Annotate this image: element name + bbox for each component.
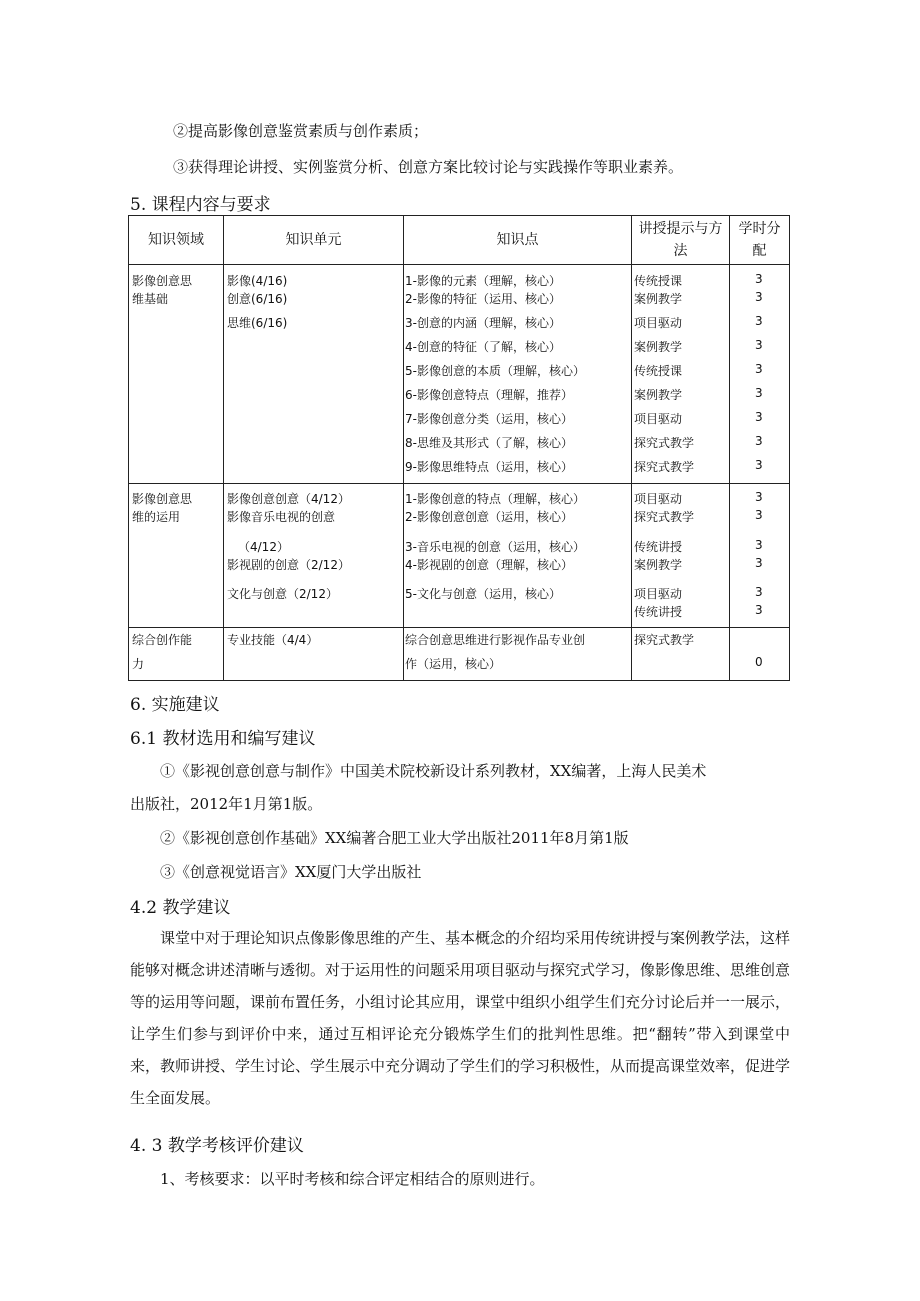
section-6-heading: 6. 实施建议 [130, 695, 220, 715]
teaching-advice-paragraph: 课堂中对于理论知识点像影像思维的产生、基本概念的介绍均采用传统讲授与案例教学法，这样能够对概念讲述清晰与透彻。对于运用性的问题采用项目驱动与探究式学习，像影像思维、思维创意等的运用等问题，课前布置任务，小组讨论其应用，课堂中组织小组学生们充分讨论后并一一展示，让学生们参与到评价中来，通过互相评论充分锻炼学生们的批判性思维。把“翻转”带入到课堂中来，教师讲授、学生讨论、学生展示中充分调动了学生们的学习积极性，从而提高课堂效率，促进学生全面发展。 [130, 929, 791, 1107]
method-text: 探究式教学 [634, 633, 695, 647]
header-methods [632, 216, 730, 265]
section-4-3-heading: 4. 3 教学考核评价建议 [130, 1136, 304, 1156]
table-header-row [129, 216, 790, 265]
objective-item-3: ③获得理论讲授、实例鉴赏分析、创意方案比较讨论与实践操作等职业素养。 [173, 158, 684, 176]
unit-text: 影像音乐电视的创意 [227, 510, 336, 524]
table-row [129, 484, 790, 628]
hours-text: 3 [755, 508, 763, 522]
hours-text: 3 [755, 490, 763, 504]
unit-text: 影视剧的创意（2/12） [227, 558, 350, 572]
unit-text: （4/12） [238, 540, 289, 554]
method-text: 传统授课 [634, 274, 683, 288]
unit-text: 创意(6/16) [227, 292, 288, 306]
hours-text: 3 [755, 434, 763, 448]
unit-text: 影像(4/16) [227, 274, 288, 288]
hours-text: 3 [755, 362, 763, 376]
domain-text: 维的运用 [132, 510, 181, 524]
hours-text: 3 [755, 338, 763, 352]
hours-text: 3 [755, 386, 763, 400]
point-text: 4-创意的特征（了解，核心） [405, 340, 561, 354]
textbook-item-2: ②《影视创意创作基础》XX编著合肥工业大学出版社2011年8月第1版 [160, 829, 629, 847]
domain-text: 综合创作能 [132, 633, 193, 647]
header-hours-line2: 配 [752, 243, 767, 259]
point-text: 综合创意思维进行影视作品专业创 [405, 633, 586, 647]
point-text: 9-影像思维特点（运用，核心） [405, 460, 573, 474]
point-text: 5-文化与创意（运用，核心） [405, 587, 561, 601]
method-text: 传统讲授 [634, 540, 683, 554]
textbook-item-1-line1: ①《影视创意创意与制作》中国美术院校新设计系列教材，XX编著，上海人民美术 [160, 762, 707, 780]
point-text: 3-创意的内涵（理解，核心） [405, 316, 561, 330]
table-row [129, 265, 790, 484]
objective-item-2: ②提高影像创意鉴赏素质与创作素质； [173, 122, 429, 140]
point-text: 1-影像的元素（理解，核心） [405, 274, 561, 288]
point-text: 5-影像创意的本质（理解，核心） [405, 364, 585, 378]
point-text: 7-影像创意分类（运用，核心） [405, 412, 573, 426]
hours-text: 3 [755, 314, 763, 328]
method-text: 项目驱动 [634, 316, 683, 330]
hours-text: 3 [755, 272, 763, 286]
method-text: 探究式教学 [634, 510, 695, 524]
hours-text: 3 [755, 538, 763, 552]
header-hours [730, 216, 790, 265]
textbook-item-1-line2: 出版社，2012年1月第1版。 [130, 795, 323, 813]
method-text: 传统讲授 [634, 605, 683, 619]
method-text: 案例教学 [634, 388, 683, 402]
unit-text: 思维(6/16) [227, 316, 288, 330]
assessment-item-1: 1、考核要求：以平时考核和综合评定相结合的原则进行。 [160, 1170, 545, 1188]
header-domain: 知识领域 [129, 216, 224, 265]
method-text: 案例教学 [634, 558, 683, 572]
course-content-table [128, 215, 790, 681]
domain-text: 力 [132, 657, 145, 671]
method-text: 探究式教学 [634, 460, 695, 474]
point-text: 3-音乐电视的创意（运用，核心） [405, 540, 585, 554]
method-text: 项目驱动 [634, 492, 683, 506]
point-text: 1-影像创意的特点（理解，核心） [405, 492, 585, 506]
method-text: 项目驱动 [634, 587, 683, 601]
method-text: 案例教学 [634, 292, 683, 306]
section-4-2-heading: 4.2 教学建议 [130, 898, 231, 918]
table-row [129, 628, 790, 681]
method-text: 项目驱动 [634, 412, 683, 426]
hours-text: 3 [755, 585, 763, 599]
point-text: 作（运用，核心） [405, 657, 502, 671]
point-text: 6-影像创意特点（理解，推荐） [405, 388, 573, 402]
domain-text: 影像创意思 [132, 274, 193, 288]
header-methods-line2: 法 [673, 243, 688, 259]
header-methods-line1: 讲授提示与方 [638, 221, 723, 237]
hours-text: 3 [755, 603, 763, 617]
section-6-1-heading: 6.1 教材选用和编写建议 [130, 729, 316, 749]
domain-text: 影像创意思 [132, 492, 193, 506]
point-text: 2-影像的特征（运用、核心） [405, 292, 561, 306]
header-unit: 知识单元 [224, 216, 404, 265]
method-text: 探究式教学 [634, 436, 695, 450]
hours-text: 0 [755, 655, 763, 669]
header-point: 知识点 [404, 216, 632, 265]
unit-text: 文化与创意（2/12） [227, 587, 338, 601]
method-text: 案例教学 [634, 340, 683, 354]
method-text: 传统授课 [634, 364, 683, 378]
unit-text: 专业技能（4/4） [227, 633, 319, 647]
hours-text: 3 [755, 556, 763, 570]
hours-text: 3 [755, 458, 763, 472]
domain-text: 维基础 [132, 292, 169, 306]
unit-text: 影像创意创意（4/12） [227, 492, 350, 506]
point-text: 2-影像创意创意（运用，核心） [405, 510, 573, 524]
point-text: 4-影视剧的创意（理解，核心） [405, 558, 573, 572]
section-5-heading: 5. 课程内容与要求 [130, 195, 271, 215]
hours-text: 3 [755, 410, 763, 424]
point-text: 8-思维及其形式（了解，核心） [405, 436, 573, 450]
header-hours-line1: 学时分 [738, 221, 781, 237]
textbook-item-3: ③《创意视觉语言》XX厦门大学出版社 [160, 863, 422, 881]
hours-text: 3 [755, 290, 763, 304]
